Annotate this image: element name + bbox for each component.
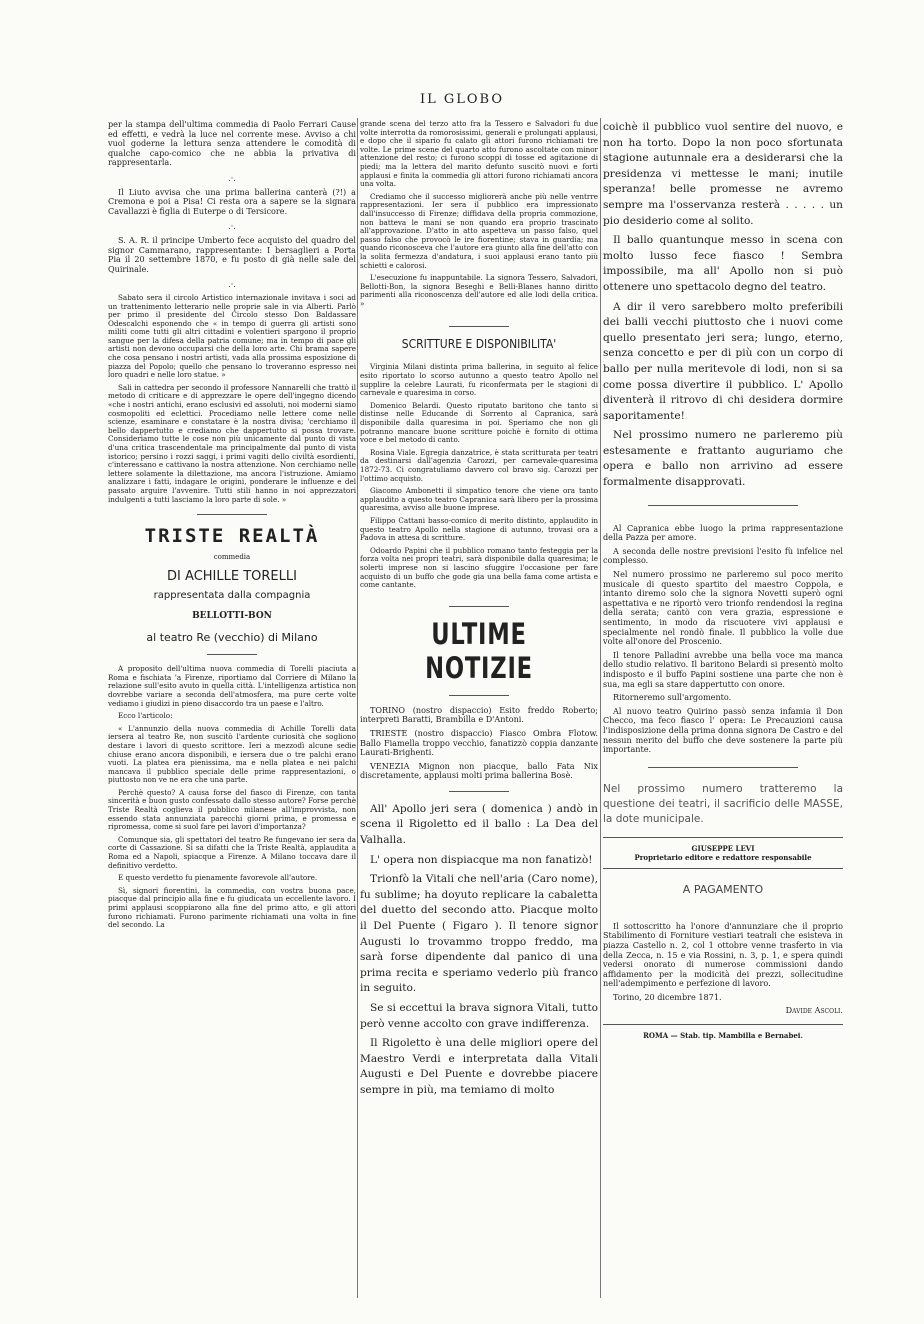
- rule: [449, 606, 509, 607]
- paragraph: Comunque sia, gli spettatori del teatro Re fungevano ier sera da corte di Cassazione. Si sa difatti che la Triste Realtà, applaudita a Roma ed a Napoli, spiacque a Firenze. A Milano toccava dare il definitivo verdetto.: [108, 834, 356, 870]
- section-heading: ULTIME NOTIZIE: [425, 616, 533, 685]
- editor-name: GIUSEPPE LEVI: [691, 843, 755, 853]
- column-right: [603, 120, 843, 1300]
- rule: [207, 654, 257, 655]
- paragraph: grande scena del terzo atto fra la Tessero e Salvadori fu due volte interrotta da romorosissimi, generali e prolungati applausi, e dopo che il sipario fu calato gli attori furono richiamati tre volte. Le prime scene del quarto atto furono ascoltate con minor attenzione del resto; ci furono scoppi di tosse ed agitazione di piedi; ma la lettera del marito defunto suscitò nuovi e forti applausi e finita la commedia gli attori furono richiamati ancora una volta.: [360, 120, 598, 189]
- paragraph: S. A. R. il principe Umberto fece acquisto del quadro del signor Cammarano, rappresentante: I bersaglieri a Porta Pia il 20 settembre 1870, e fu posto di già nelle sale del Quirinale.: [108, 234, 356, 274]
- rule: [648, 505, 798, 506]
- paragraph: Sabato sera il circolo Artistico internazionale invitava i soci ad un trattenimento letterario nelle proprie sale in via Alberti. Parlò per primo il presidente del Circolo stesso Don Baldassare Odescalchi esponendo che « in tempo di guerra gli artisti sono militi come tutti gli altri cittadini e volentieri spargono il proprio sangue per la difesa della patria comune; ma in tempo di pace gli artisti non devono occuparsi che della loro arte. Chi brama sapere che cosa pensano i nostri artisti, vada alla prossima esposizione di piazza del Popolo; quello che pensano lo troveranno espresso nei loro quadri e nelle loro statue. »: [108, 292, 356, 380]
- section-heading: A PAGAMENTO: [682, 882, 764, 896]
- paragraph: TORINO (nostro dispaccio) Esito freddo Roberto; interpreti Baratti, Brambilla e D'Antoni.: [360, 704, 598, 725]
- rule: [449, 791, 509, 792]
- company-name: BELLOTTI-BON: [192, 611, 272, 622]
- notice: Nel prossimo numero tratteremo la questione dei teatri, il sacrificio delle MASSE, la dote municipale.: [603, 782, 843, 825]
- section-heading: SCRITTURE E DISPONIBILITA': [401, 337, 557, 352]
- paragraph: Il sottoscritto ha l'onore d'annunziare che il proprio Stabilimento di Forniture vestiari teatrali che esisteva in piazza Castello n. 2, col 1 ottobre venne trasferto in via della Zecca, n. 15 e via Rossini, n. 3, p. 1, e spera quindi vedersi onorato di numerose commissioni dando affidamento per la modicità dei prezzi, sollecitudine nell'adempimento e perfezione di lavoro.: [603, 920, 843, 989]
- paragraph: Crediamo che il successo migliorerà anche più nelle ventrre rappresentazioni. Ier sera il pubblico era impressionato dall'insuccesso di Firenze; diffidava della propria commozione, non batteva le mani se non quando era proprio trascinato all'approvazione. D'atto in atto aspetteva un passo falso, quel passo falso che provocò le ire fiorentine; stava in guardia; ma quando riconosceva che l'autore era giunto alla fine dell'atto con la solita fermezza d'andatura, i suoi applausi erano tanto più schietti e calorosi.: [360, 191, 598, 270]
- rule: [648, 767, 798, 768]
- rule: [449, 695, 509, 696]
- asterism: .·.: [228, 280, 236, 290]
- paragraph: Il Liuto avvisa che una prima ballerina canterà (?!) a Cremona e poi a Pisa! Ci resta ora a sapere se la signara Cavallazzi è figlia di Euterpe o di Tersicore.: [108, 186, 356, 216]
- paragraph: Sì, signori fiorentini, la commedia, con vostra buona pace, piacque dal principio alla fine e fu giudicata un eccellente lavoro. I primi applausi scoppiarono alla fine del primo atto, e gli attori furono richiamati. Furono parimente richiamati una volta in fine del secondo. La: [108, 885, 356, 930]
- paragraph: All' Apollo jeri sera ( domenica ) andò in scena il Rigoletto ed il ballo : La Dea del Valhalla.: [360, 802, 598, 847]
- rule: [603, 837, 843, 838]
- column-divider: [357, 118, 358, 1298]
- article-title: TRISTE REALTÀ: [144, 525, 320, 548]
- venue: al teatro Re (vecchio) di Milano: [146, 631, 318, 645]
- paragraph: A proposito dell'ultima nuova commedia di Torelli piaciuta a Roma e fischiata 'a Firenze, riportiamo dal Corriere di Milano la relazione sull'esito avuto in quella città. L'intelligenza artistica non dovrebbe variare a seconda dell'atmosfera, ma pure certe volte vediamo i giudizi in pieno disaccordo tra un paese e l'altro.: [108, 664, 356, 708]
- subtitle: commedia: [213, 553, 251, 562]
- paragraph: Nel numero prossimo ne parleremo sul poco merito musicale di questo spartito del maestro Coppola, e intanto diremo solo che la signora Novetti superò ogni aspettativa e ne riportò vero trionfo rendendosi la regina della serata; cantò con vera grazia, espressione e sentimento, in modo da riscuotere vivi applausi e specialmente nel rondò finale. Il pubblico la volle due volte all'onore del Proscenio.: [603, 569, 843, 647]
- rule: [197, 514, 267, 515]
- paragraph: Ecco l'articolo:: [118, 711, 173, 721]
- paragraph: Rosina Viale. Egregia danzatrice, è stata scritturata per teatri da destinarsi dall'agenzia Carozzi, per carnevale-quaresima 1872-73. Ci congratuliamo davvero col bravo sig. Carozzi per l'ottimo acquisto.: [360, 447, 598, 483]
- paragraph: Filippo Cattani basso-comico di merito distinto, applaudito in questo teatro Apollo nella stagione di autunno, trovasi ora a Padova in attesa di scritture.: [360, 515, 598, 543]
- paragraph: Domenico Belardi. Questo riputato baritono che tanto si distinse nelle Educande di Sorrento al Capranica, sarà disponibile dalla quaresima in poi. Speriamo che non gli potranno mancare buone scritture poichè è fornito di ottima voce e bel metodo di canto.: [360, 400, 598, 445]
- paragraph: Giacomo Ambonetti il simpatico tenore che viene ora tanto applaudito a questo teatro Capranica sarà libero per la prossima quaresima, avviso alle buone imprese.: [360, 486, 598, 513]
- paragraph: VENEZIA Mignon non piacque, ballo Fata Nix discretamente, applausi molti prima ballerina Bosè.: [360, 760, 598, 781]
- paragraph: Odoardo Papini che il pubblico romano tanto festeggia per la forza volta nei propri teatri, sarà disponibile dalla quaresima; le solerti imprese non si lascino sfuggire l'occasione per fare acquisto di un buffo che gode gia una bella fama come artista e come cantante.: [360, 545, 598, 590]
- printer-line: ROMA — Stab. tip. Mambilla e Bernabei.: [643, 1031, 803, 1041]
- masthead: IL GLOBO: [419, 92, 505, 107]
- paragraph: Il Rigoletto è una delle migliori opere del Maestro Verdi e interpretata dalla Vitali Augusti e Del Puente e dovrebbe piacere sempre in più, ma temiamo di molto: [360, 1037, 598, 1096]
- paragraph: A dir il vero sarebbero molto preferibili dei balli vecchi piuttosto che i nuovi come quello presentato jeri sera; lungo, eterno, senza concetto e per di più con un corpo di ballo per nulla meritevole di lodi, non si sa come possa divertire il pubblico. L' Apollo diventerà il ritrovo di chi desidera dormire saporitamente!: [603, 300, 843, 422]
- rule: [449, 326, 509, 327]
- paragraph: Se si eccettui la brava signora Vitali, tutto però venne accolto con grave indifferenza.: [360, 1002, 598, 1030]
- paragraph: coichè il pubblico vuol sentire del nuovo, e non ha torto. Dopo la non poco sfortunata stagione autunnale era a desiderarsi che la presidenza vi mettesse le mani; inutile speranza! belle promesse ne avremo sempre ma l'osservanza resterà . . . . . un pio desiderio come al solito.: [603, 121, 843, 227]
- signature: Davide Ascoli.: [785, 1005, 843, 1016]
- paragraph: Il ballo quantunque messo in scena con molto lusso fece fiasco ! Sembra impossibile, ma all' Apollo non si può ottenere uno spettacolo degno del teatro.: [603, 234, 843, 293]
- column-divider: [600, 118, 601, 1298]
- paragraph: Al Capranica ebbe luogo la prima rappresentazione della Pazza per amore.: [603, 522, 843, 543]
- asterism: .·.: [228, 173, 236, 183]
- paragraph: « L'annunzio della nuova commedia di Achille Torelli data iersera al teatro Re, non suscitò l'ardente curiosità che sogliono destare i lavori di questo scrittore. Ieri a mezzodì alcune sedie chiuse erano ancora disponibili, e iersera due o tre palchi erano vuoti. La platea era pienissima, ma e nella platea e nei palchi mancava il pubblico speciale delle prime rappresentazioni, o piuttosto non ve ne era che una parte.: [108, 723, 356, 785]
- column-left: [108, 120, 356, 1300]
- author-heading: DI ACHILLE TORELLI: [167, 569, 297, 585]
- paragraph: Il tenore Palladini avrebbe una bella voce ma manca dello studio relativo. Il baritono Belardi si presentò molto indisposto e il buffo Papini sostiene una parte che non è sua, ma egli sa stare dappertutto con onore.: [603, 649, 843, 689]
- paragraph: per la stampa dell'ultima commedia di Paolo Ferrari Cause ed effetti, e vedrà la luce nel corrente mese. Avviso a chi vuol goderne la lettura senza attendere le comodità di qualche capo-comico che ne abbia la privativa di rappresentarla.: [108, 120, 356, 168]
- paragraph: A seconda delle nostre previsioni l'esito fù infelice nel complesso.: [603, 545, 843, 566]
- editor-role: Proprietario editore e redattore responsabile: [634, 852, 812, 862]
- paragraph: L'esecuzione fu inappuntabile. La signora Tessero, Salvadori, Bellotti-Bon, la signora Beseghi e Belli-Blanes hanno diritto parimenti alla riconoscenza dell'autore ed alle lodi della critica. »: [360, 273, 598, 308]
- dateline: Torino, 20 dicembre 1871.: [613, 991, 722, 1002]
- column-middle: [360, 120, 598, 1300]
- paragraph: E questo verdetto fu pienamente favorevole all'autore.: [118, 873, 318, 883]
- rule: [603, 868, 843, 869]
- paragraph: Ritorneremo sull'argomento.: [613, 692, 732, 703]
- rule: [603, 1024, 843, 1025]
- paragraph: Nel prossimo numero ne parleremo più estesamente e frattanto auguriamo che opera e ballo non arrivino ad essere formalmente disapprovati.: [603, 429, 843, 489]
- paragraph: Sali in cattedra per secondo il professore Nannarelli che trattò il metodo di criticare e di apprezzare le opere dell'ingegno dicendo «che i nostri antichi, erano esclusivi ed assoluti, noi moderni siamo cosmopoliti ed eclettici. Procediamo nelle lettere come nelle scienze, esaminare e constatare è la nostra divisa; 'cerchiamo il bello dappertutto e crediamo che dappertutto si possa trovare. Consideriamo tutte le cose non più unicamente dal punto di vista d'una critica trascendentale ma principalmente dal punto di vista istorico; persino i rozzi saggi, i primi vagiti dello civiltà esordienti, c'interessano e cattivano la nostra attenzione. Non cerchiamo nelle lettere solamente la dilettazione, ma ancora l'istruzione. Amiamo analizzare i fatti, indagare le origini, ponderare le influenze e del passato arguire l'avvenire. Tutti stili hanno in noi apprezzatori indulgenti a tutti lasciamo la loro parte di sole. »: [108, 382, 356, 504]
- paragraph: L' opera non dispiacque ma non fanatizò!: [370, 853, 593, 866]
- paragraph: Trionfò la Vitali che nell'aria (Caro nome), fu sublime; ha doyuto replicare la cabaletta del duetto del secondo atto. Piacque molto il Del Puente ( Figaro ). Il tenore signor Augusti lo trovammo troppo freddo, ma sarà forse dipendente dal panico di una prima recita e speriamo vederlo più franco in seguito.: [360, 873, 598, 995]
- subtitle: rappresentata dalla compagnia: [153, 590, 311, 602]
- paragraph: Al nuovo teatro Quirino passò senza infamia il Don Checco, ma feco fiasco l' opera: Le Precauzioni causa l'indisposizione della prima donna signora De Castro e del nessun merito del buffo che deve sostenere la parte più importante.: [603, 705, 843, 755]
- paragraph: Virginia Milani distinta prima ballerina, in seguito al felice esito riportato lo scorso autunno a questo teatro Apollo nel supplire la celebre Laurati, fu riconfermata per le stagioni di carnevale e quaresima in corso.: [360, 362, 598, 398]
- asterism: .·.: [228, 222, 236, 232]
- paragraph: Perchè questo? A causa forse del fiasco di Firenze, con tanta sincerità e buon gusto confessato dallo stesso autore? Forse perchè Triste Realtà coglieva il pubblico milanese all'improvvista, non essendo stata annunziata parecchi giorni prima, e promessa e ripromessa, come si suol fare pei lavori d'importanza?: [108, 787, 356, 832]
- paragraph: TRIESTE (nostro dispaccio) Fiasco Ombra Flotow. Ballo Fiamella troppo vecchio, fanatizzò coppia danzante Laurati-Brighenti.: [360, 727, 598, 758]
